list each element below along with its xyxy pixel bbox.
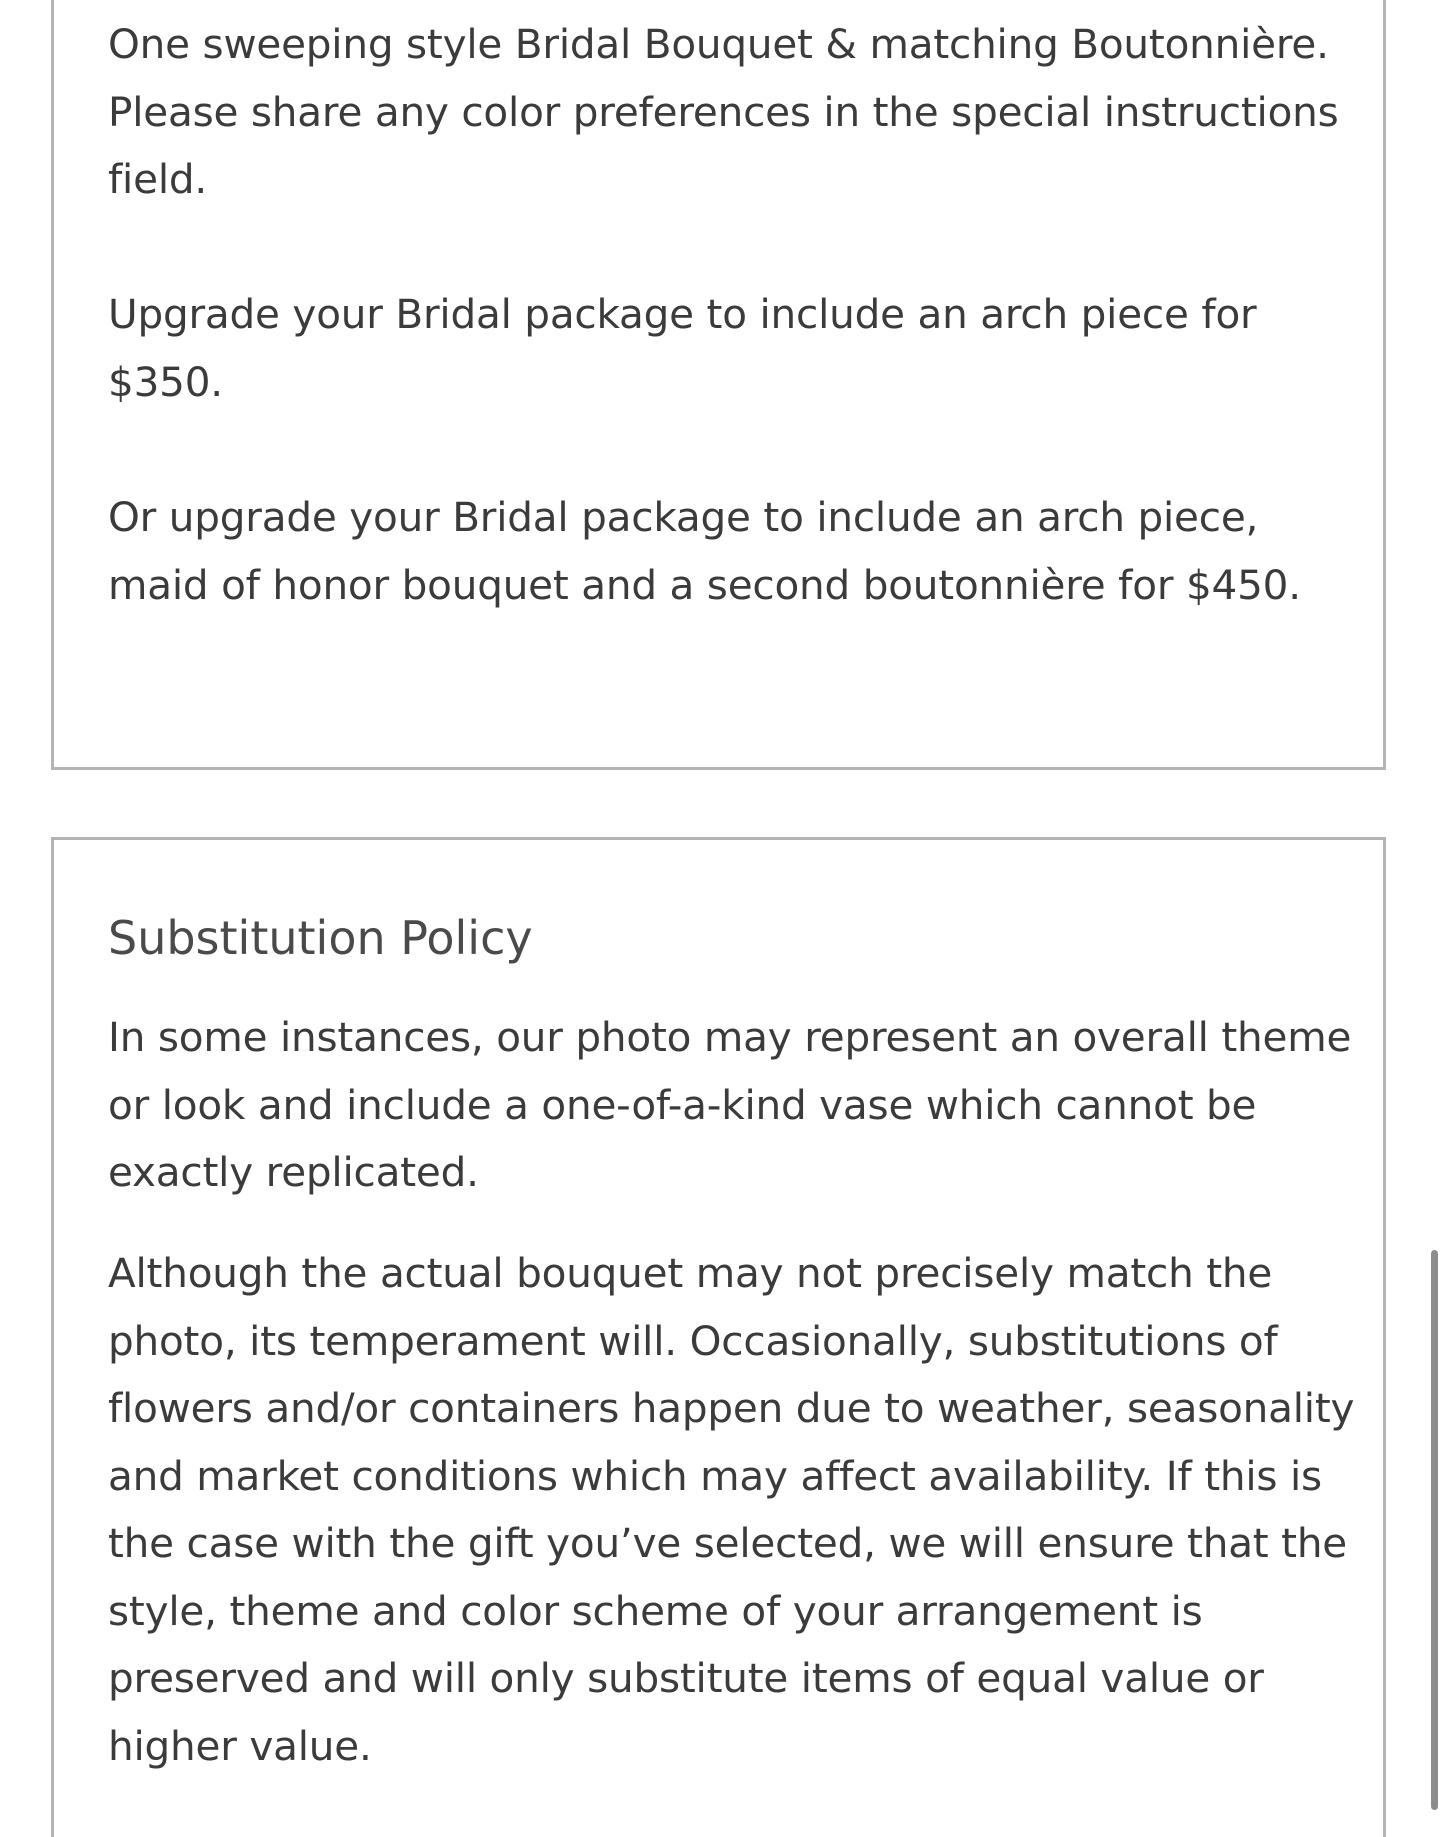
- arch-upgrade-text: Upgrade your Bridal package to include an arch piece for $350.: [108, 290, 1257, 406]
- substitution-policy-title: Substitution Policy: [108, 911, 533, 965]
- substitution-details-text: Although the actual bouquet may not precisely match the photo, its temperament will. Occasionally, substitutions of flowers and/or containers happen due to weather, seasonality and market conditions which may affect availability. If this is the case with the gift you’ve selected, we will ensure that the style, theme and color scheme of your arrangement is preserved and will only substitute items of equal value or higher value.: [108, 1249, 1355, 1770]
- substitution-policy-panel: [51, 837, 1386, 1837]
- package-details-panel: [51, 0, 1386, 770]
- scrollbar-thumb[interactable]: [1431, 1250, 1438, 1810]
- vertical-scrollbar[interactable]: [1428, 0, 1440, 1800]
- substitution-intro-text: In some instances, our photo may represent an overall theme or look and include a one-of-a-kind vase which cannot be exactly replicated.: [108, 1013, 1352, 1196]
- full-upgrade-text: Or upgrade your Bridal package to include an arch piece, maid of honor bouquet and a second boutonnière for $450.: [108, 493, 1301, 609]
- package-description-text: One sweeping style Bridal Bouquet & matching Boutonnière. Please share any color preferences in the special instructions field.: [108, 20, 1339, 203]
